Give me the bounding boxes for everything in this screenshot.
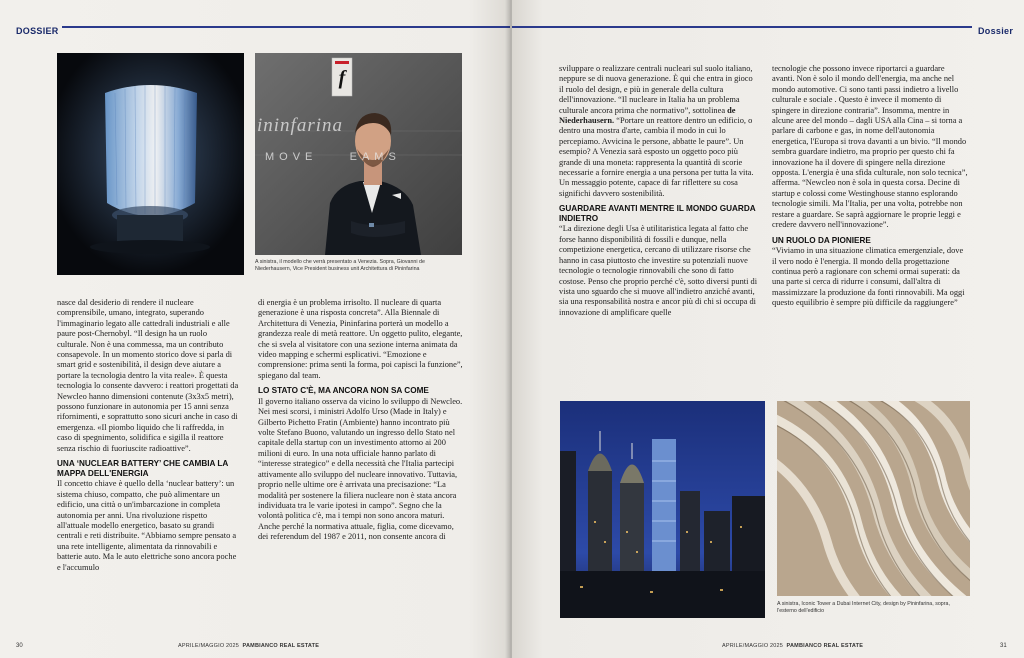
body-paragraph: di energia è un problema irrisolto. Il nucleare di quarta generazione è una risposta concreta”. Alla Biennale di Architettura di Venezia, Pininfarina porterà un modello a grandezza reale di metà reattore. Un oggetto pulito, elegante, che si svela al visitatore con una sezione interna animata da video mapping e schermi esplicativi. “Emozione e comprensione: prima senti la forma, poi capisci la funzione”, spiegano dal team. — [258, 298, 463, 380]
body-paragraph: “La direzione degli Usa è utilitaristica legata al fatto che forse hanno disponibilità di fossili e dunque, nella competizione energetica, cercano di utilizzare risorse che hanno in casa piuttosto che investire su potenziali nuove tecnologie o tecnologie rinnovabili che sono di fatto costose. Penso che proprio perché c'è, sotto diversi punti di vista uno sguardo che si muove all'indietro anziché avanti, sia una responsabilità nostra e ancor più di chi si occupa di innovazione di amplificare quelle — [559, 224, 758, 317]
body-paragraph: Il concetto chiave è quello della ‘nuclear battery’: un sistema chiuso, compatto, che può alimentare un edificio, una città o un'imbarcazione in completa autonomia per anni. Una rivoluzione rispetto all'attuale modello energetico, basato su grandi centrali e reti distribuite. “Abbiamo sempre pensato a una rete intelligente, alimentata da rinnovabili e batterie auto. Ma le auto elettriche sono ancora poche e l'accumulo — [57, 479, 237, 572]
footer-brand: PAMBIANCO REAL ESTATE — [242, 643, 320, 649]
reactor-render-icon — [57, 53, 244, 275]
footer-issue: APRILE/MAGGIO 2025 — [722, 643, 784, 649]
text-run-bold: de Niederhausern. — [559, 105, 736, 126]
wall-subtext: MOVE EAMS — [265, 151, 401, 163]
body-paragraph: tecnologie che possono invece riportarci a guardare avanti. Non è solo il mondo dell'energia, ma anche nel mondo automotive. Ci sono tanti passi indietro a livello culturale e sociale . Questo è invece il momento di spingere in direzione contraria”. Insomma, mentre in alcune aree del mondo – dagli USA alla Cina – si torna a parlare di carbone e gas, in nome dell'autonomia energetica, l'Europa si trova davanti a un bivio. “Il mondo sembra guardare indietro, ma proprio per questo chi fa innovazione ha il dovere di spingere nella direzione opposta. L'energia è una sfida culturale, non solo tecnica”, afferma. “Newcleo non è sola in questa corsa. Decine di startup e colossi come Westinghouse stanno esplorando tecnologie simili. Ma l'Italia, per una volta, potrebbe non restare a guardare. Se saprà aggiornare le proprie leggi e credere davvero nell'innovazione”. — [772, 64, 968, 230]
facade-detail-icon — [777, 401, 970, 596]
section-label-right: Dossier — [978, 26, 1014, 36]
facade-image — [777, 401, 970, 596]
footer-left — [178, 643, 319, 649]
body-paragraph: “Viviamo in una situazione climatica emergenziale, dove il vero nodo è l'energia. Il mondo della progettazione continua però a ragionare con schemi ormai superati: da una parte si cerca di ridurre i consumi, dall'altra di massimizzare la produzione da fonti rinnovabili. Ma oggi questo equilibrio è sempre più difficile da raggiungere” — [772, 246, 965, 308]
logo-letter: f — [338, 67, 346, 89]
body-paragraph: nasce dal desiderio di rendere il nucleare comprensibile, umano, integrato, superando l'immaginario legato alle cattedrali industriali e alle paure post-Chernobyl. “Il design ha un ruolo culturale. Non è una commessa, ma un contributo consapevole. In un momento storico dove si parla di smart grid e sostenibilità, il design deve aiutare a portare la tecnologia dentro la vita reale». È questa tecnologia lo consente davvero: i reattori progettati da Newcleo hanno dimensioni contenute (3x3x5 metri), possono funzionare in autonomia per 15 anni senza rifornimenti, e soprattutto sono sicuri anche in caso di emergenza. «Il piombo liquido che li raffredda, in caso di spegnimento, solidifica e sigilla il reattore senza rischio di fuoriuscite radioattive”. — [57, 298, 239, 453]
footer-brand: PAMBIANCO REAL ESTATE — [786, 643, 864, 649]
body-paragraph — [559, 64, 759, 199]
section-label-left: DOSSIER — [16, 26, 59, 36]
page-number-right: 31 — [1000, 643, 1007, 649]
footer-right — [722, 643, 863, 649]
section-heading: UNA ‘NUCLEAR BATTERY’ CHE CAMBIA LA MAPPA DELL'ENERGIA — [57, 459, 229, 478]
footer-issue: APRILE/MAGGIO 2025 — [178, 643, 240, 649]
body-paragraph: Il governo italiano osserva da vicino lo sviluppo di Newcleo. Nei mesi scorsi, i ministri Adolfo Urso (Made in Italy) e Gilberto Pichetto Fratin (Ambiente) hanno incontrato più volte Stefano Buono, valutando un ingresso dello Stato nel capitale della startup con un investimento attorno ai 200 milioni di euro. In una nota ufficiale hanno parlato di “interesse strategico” e della necessità che l'Italia partecipi attivamente allo sviluppo del nucleare innovativo. Tuttavia, proprio nelle ultime ore è arrivata una precisazione: “La modalità per sostenere la filiera nucleare non è stata ancora individuata tra le varie ipotesi in campo”. Segno che la volontà politica c'è, ma i tempi non sono ancora maturi. Anche perché la normativa attuale, figlia, come dicevamo, dei referendum del 1987 e 2011, non consente ancora di — [258, 396, 463, 542]
left-column-2 — [258, 298, 463, 544]
section-heading: GUARDARE AVANTI MENTRE IL MONDO GUARDA INDIETRO — [559, 204, 756, 223]
text-run: sviluppare o realizzare centrali nucleari sul suolo italiano, neppure se di nuova generazione. È qui che entra in gioco il ruolo del design, e più in generale della cultura dell'innovazione. “Il nucleare in Italia ha un problema culturale ancora prima che normativo”, sottolinea — [559, 64, 753, 115]
left-caption: A sinistra, il modello che verrà presentato a Venezia. Sopra, Giovanni de Niederhausern, Vice President business unit Architettura di Pininfarina — [255, 259, 425, 272]
section-heading: UN RUOLO DA PIONIERE — [772, 235, 871, 245]
portrait-image — [255, 53, 462, 255]
section-heading: LO STATO C'È, MA ANCORA NON SA COME — [258, 386, 429, 396]
reactor-image — [57, 53, 244, 275]
wall-brand-text: ininfarina — [257, 115, 344, 136]
page-number-left: 30 — [16, 643, 23, 649]
skyline-night-icon — [560, 401, 765, 618]
right-column-2 — [772, 64, 968, 310]
header-rule-right — [512, 26, 972, 28]
right-page — [512, 0, 1024, 658]
right-column-1 — [559, 64, 759, 319]
header-rule-left — [62, 26, 510, 28]
left-column-1 — [57, 298, 240, 574]
left-page — [0, 0, 510, 658]
text-run: “Portare un reattore dentro un edificio, o dentro una mostra d'arte, cambia il modo in cui lo percepiamo. Avvicina le persone, abbatte le paure”. Un esempio? A Venezia sarà esposto un oggetto poco più grande di una moneta: rappresenta la quantità di scorie necessarie a fornire energia a una persona per tutta la vita. Un messaggio potente, capace di far riflettere su cosa significhi davvero sostenibilità. — [559, 116, 754, 198]
skyline-image — [560, 401, 765, 618]
right-caption: A sinistra, Iconic Tower a Dubai Internet City, design by Pininfarina, sopra, l'esterno dell'edificio — [777, 601, 950, 614]
